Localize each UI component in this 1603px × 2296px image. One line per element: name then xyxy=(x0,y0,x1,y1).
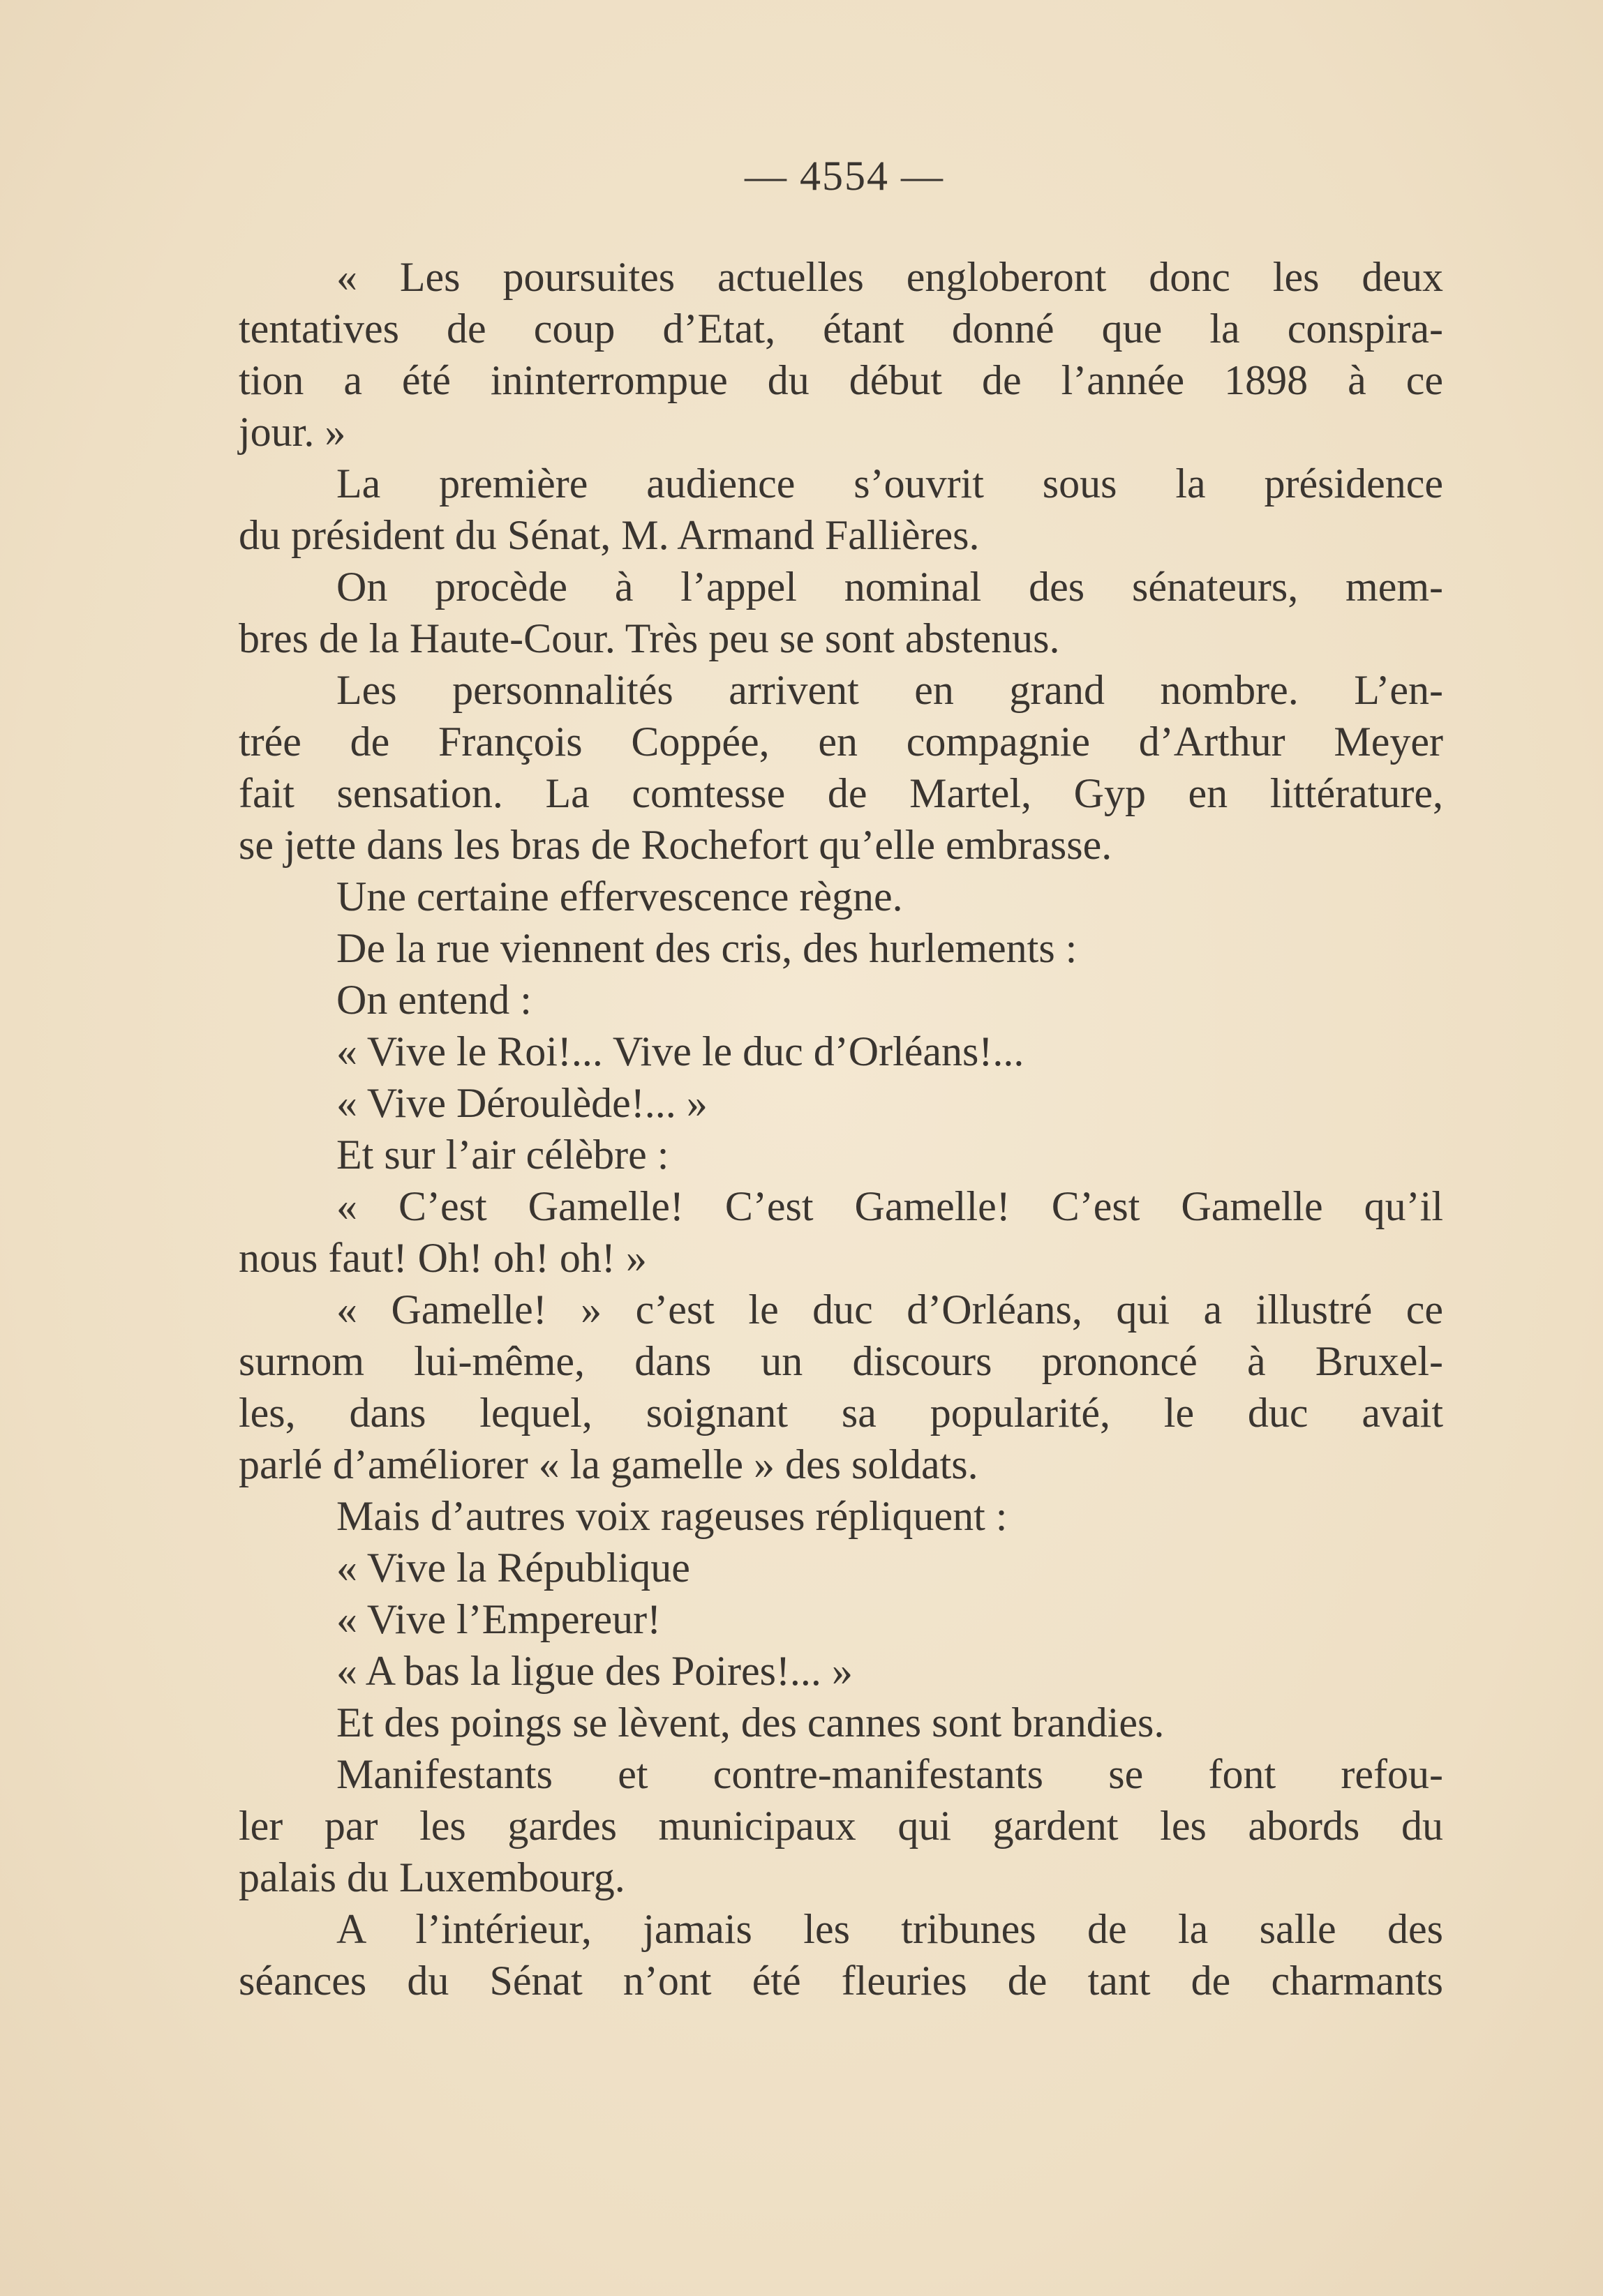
text-line: Les personnalités arrivent en grand nombre. L’en- xyxy=(336,667,1443,713)
text-line: « Vive Déroulède!... » xyxy=(336,1080,708,1126)
text-line: trée de François Coppée, en compagnie d’Arthur Meyer xyxy=(239,719,1443,765)
text-line: fait sensation. La comtesse de Martel, Gyp en littérature, xyxy=(239,770,1443,816)
text-line: tion a été ininterrompue du début de l’année 1898 à ce xyxy=(239,357,1443,403)
text-line: Et sur l’air célèbre : xyxy=(336,1132,669,1178)
text-line: « Vive l’Empereur! xyxy=(336,1596,662,1642)
text-line: « Vive la République xyxy=(336,1545,690,1591)
text-line: Manifestants et contre-manifestants se font refou- xyxy=(336,1751,1443,1797)
text-line: se jette dans les bras de Rochefort qu’elle embrasse. xyxy=(239,822,1112,868)
text-line: « Les poursuites actuelles engloberont donc les deux xyxy=(336,254,1443,300)
text-line: nous faut! Oh! oh! oh! » xyxy=(239,1235,647,1281)
text-line: parlé d’améliorer « la gamelle » des soldats. xyxy=(239,1441,978,1487)
body-text xyxy=(239,251,1443,2006)
text-line: Et des poings se lèvent, des cannes sont brandies. xyxy=(336,1700,1165,1746)
text-line: ler par les gardes municipaux qui gardent les abords du xyxy=(239,1803,1443,1849)
text-line: séances du Sénat n’ont été fleuries de tant de charmants xyxy=(239,1958,1443,2004)
text-line: palais du Luxembourg. xyxy=(239,1854,625,1900)
text-line: jour. » xyxy=(239,409,346,455)
text-line: « C’est Gamelle! C’est Gamelle! C’est Gamelle qu’il xyxy=(336,1183,1443,1229)
text-line: On entend : xyxy=(336,977,532,1023)
text-line: « Vive le Roi!... Vive le duc d’Orléans!... xyxy=(336,1028,1024,1074)
text-line: Mais d’autres voix rageuses répliquent : xyxy=(336,1493,1008,1539)
text-line: tentatives de coup d’Etat, étant donné que la conspira- xyxy=(239,306,1443,352)
text-line: A l’intérieur, jamais les tribunes de la salle des xyxy=(336,1906,1443,1952)
text-line: les, dans lequel, soignant sa popularité, le duc avait xyxy=(239,1390,1443,1436)
text-line: La première audience s’ouvrit sous la présidence xyxy=(336,460,1443,507)
text-line: Une certaine effervescence règne. xyxy=(336,873,903,920)
text-line: du président du Sénat, M. Armand Fallières. xyxy=(239,512,980,558)
text-line: « A bas la ligue des Poires!... » xyxy=(336,1648,853,1694)
page-number: — 4554 — xyxy=(745,153,944,199)
text-line: surnom lui-même, dans un discours prononcé à Bruxel- xyxy=(239,1338,1443,1384)
text-line: « Gamelle! » c’est le duc d’Orléans, qui a illustré ce xyxy=(336,1286,1443,1333)
text-line: De la rue viennent des cris, des hurlements : xyxy=(336,925,1078,971)
text-line: bres de la Haute-Cour. Très peu se sont abstenus. xyxy=(239,615,1060,661)
text-line: On procède à l’appel nominal des sénateurs, mem- xyxy=(336,564,1443,610)
